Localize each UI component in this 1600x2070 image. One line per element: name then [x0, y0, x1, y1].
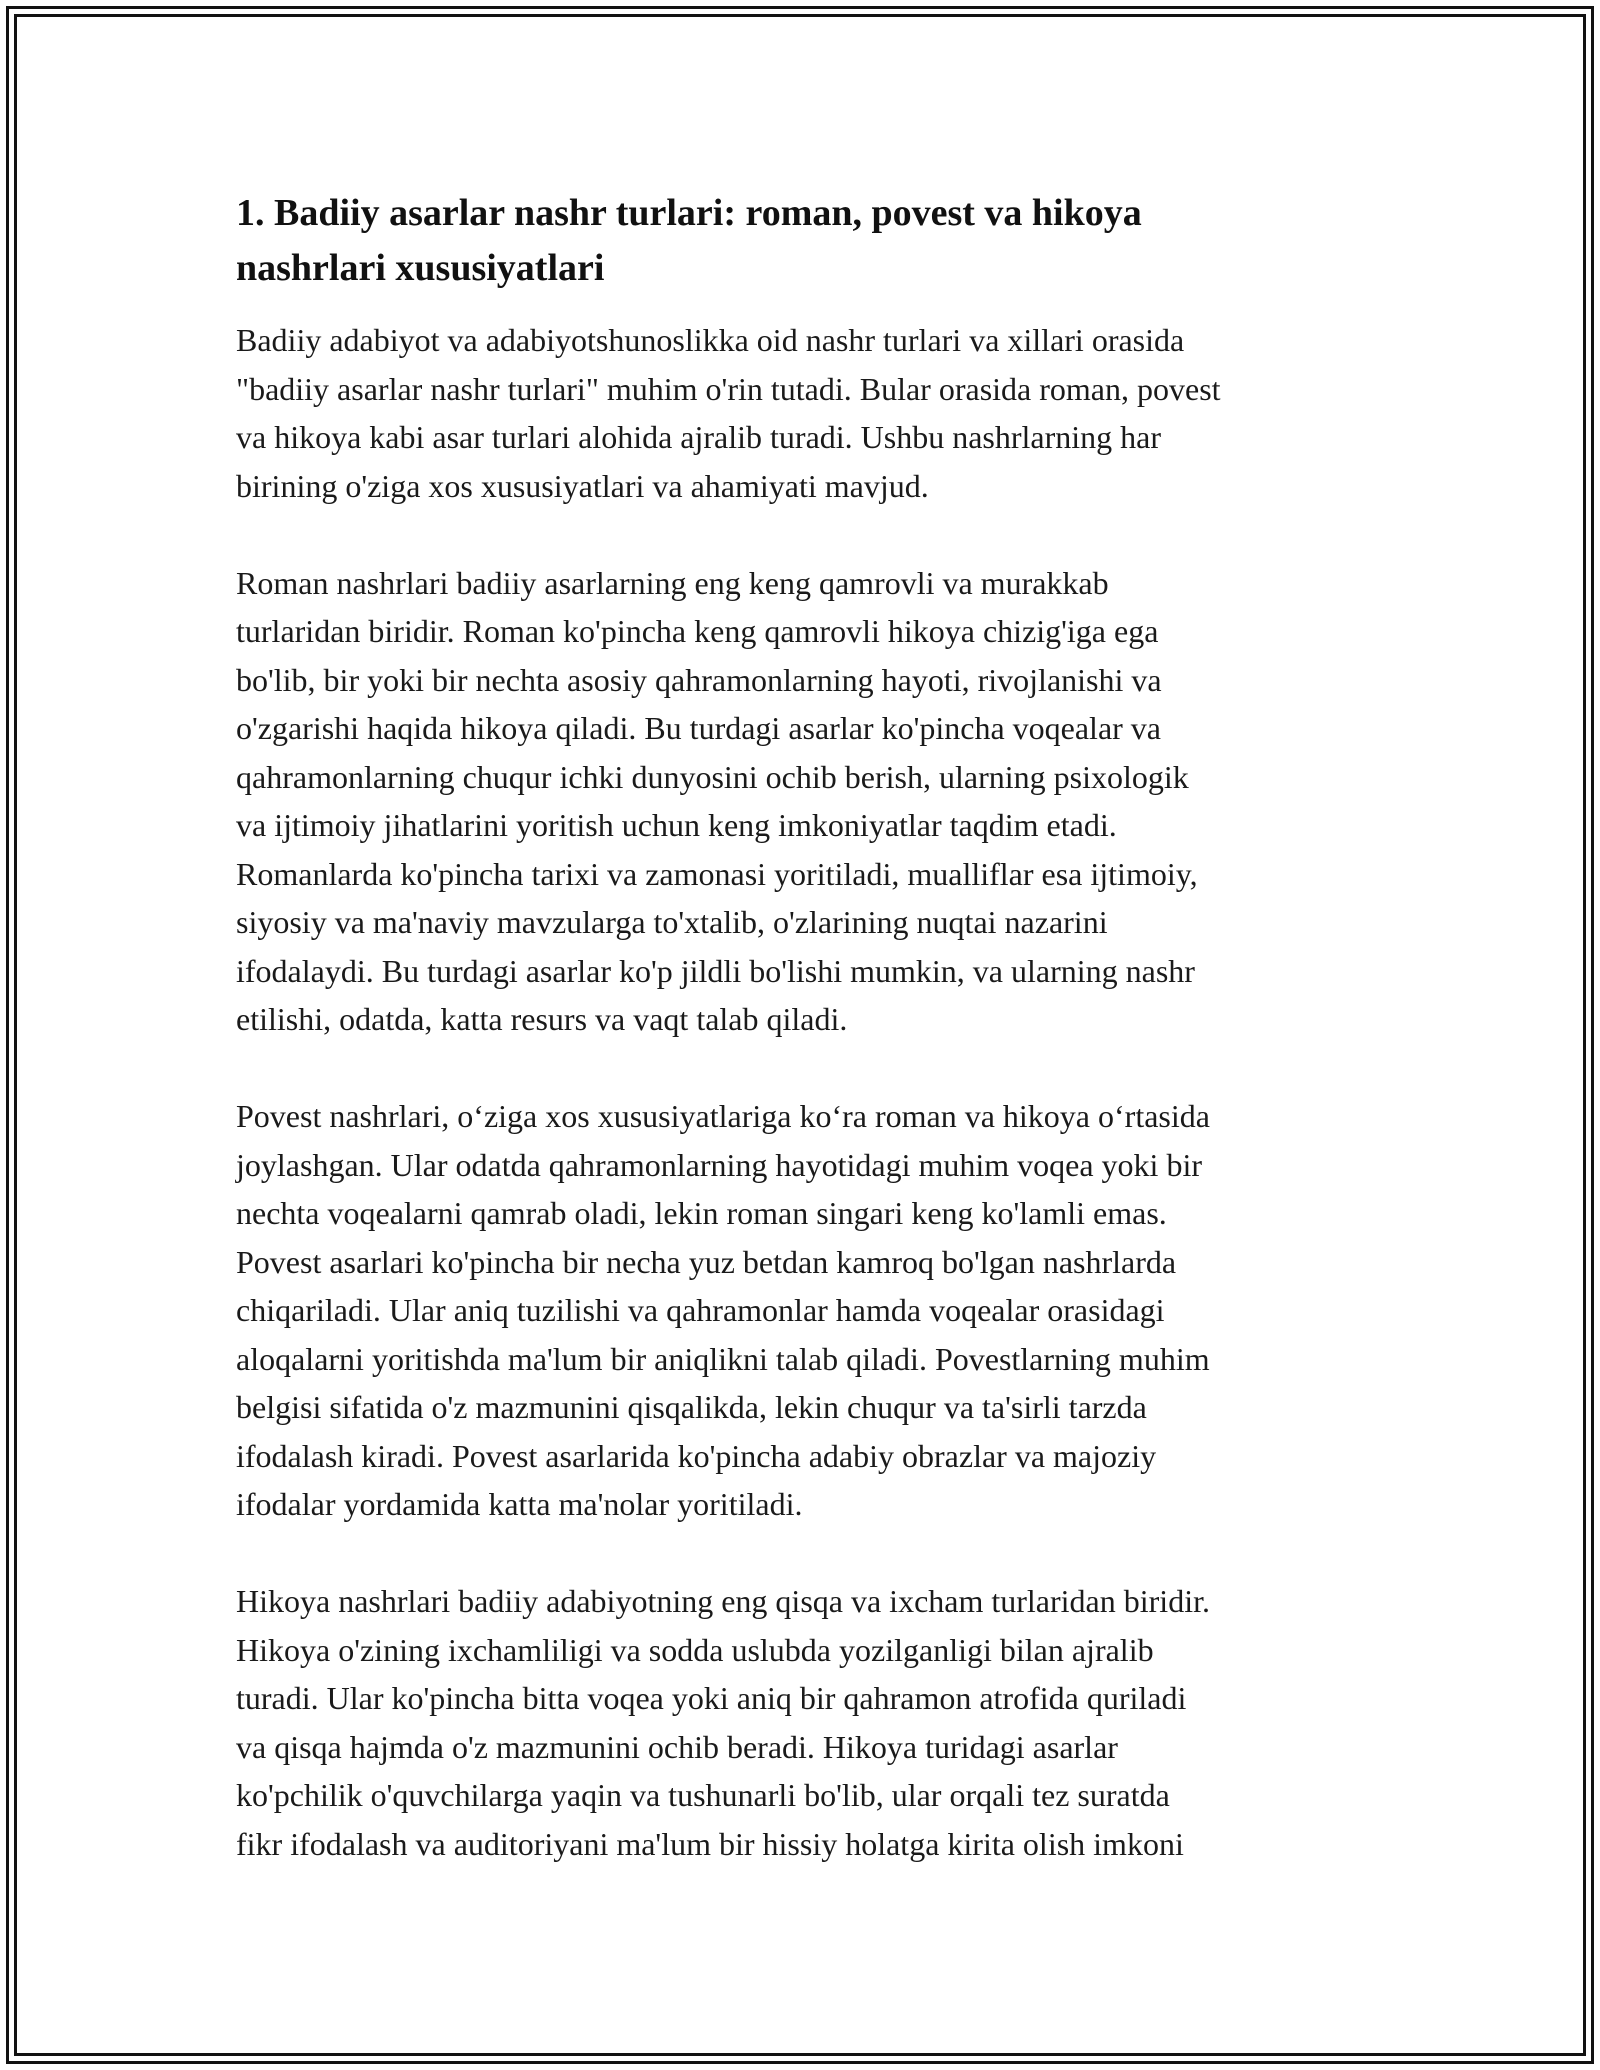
- text-line: va qisqa hajmda o'z mazmunini ochib beradi. Hikoya turidagi asarlar: [236, 1728, 1118, 1765]
- text-line: o'zgarishi haqida hikoya qiladi. Bu turdagi asarlar ko'pincha voqealar va: [236, 710, 1161, 746]
- title-line: nashrlari xususiyatlari: [236, 247, 605, 289]
- text-line: Hikoya o'zining ixchamliligi va sodda uslubda yozilganligi bilan ajralib: [236, 1631, 1154, 1668]
- text-line: qahramonlarning chuqur ichki dunyosini ochib berish, ularning psixologik: [236, 758, 1189, 795]
- text-line: belgisi sifatida o'z mazmunini qisqalikda, lekin chuqur va ta'sirli tarzda: [236, 1389, 1147, 1425]
- paragraph-intro: [236, 316, 1376, 510]
- text-line: ko'pchilik o'quvchilarga yaqin va tushunarli bo'lib, ular orqali tez suratda: [236, 1777, 1170, 1813]
- text-line: etilishi, odatda, katta resurs va vaqt talab qiladi.: [236, 1001, 848, 1037]
- text-line: ifodalash kiradi. Povest asarlarida ko'pincha adabiy obrazlar va majoziy: [236, 1437, 1157, 1474]
- title-line: 1. Badiiy asarlar nashr turlari: roman, povest va hikoya: [236, 192, 1142, 234]
- paragraph-hikoya: [236, 1577, 1376, 1868]
- paragraph-roman: [236, 559, 1376, 1044]
- section-title: [236, 186, 1376, 296]
- document-body: [236, 186, 1376, 1917]
- text-line: Hikoya nashrlari badiiy adabiyotning eng qisqa va ixcham turlaridan biridir.: [236, 1583, 1210, 1619]
- text-line: siyosiy va ma'naviy mavzularga to'xtalib, o'zlarining nuqtai nazarini: [236, 904, 1108, 940]
- text-line: aloqalarni yoritishda ma'lum bir aniqlikni talab qiladi. Povestlarning muhim: [236, 1340, 1210, 1377]
- text-line: ifodalar yordamida katta ma'nolar yoritiladi.: [236, 1486, 803, 1522]
- text-line: turadi. Ular ko'pincha bitta voqea yoki aniq bir qahramon atrofida quriladi: [236, 1680, 1187, 1716]
- text-line: Roman nashrlari badiiy asarlarning eng keng qamrovli va murakkab: [236, 564, 1109, 601]
- text-line: Povest nashrlari, o‘ziga xos xususiyatlariga ko‘ra roman va hikoya o‘rtasida: [236, 1098, 1210, 1134]
- text-line: joylashgan. Ular odatda qahramonlarning hayotidagi muhim voqea yoki bir: [236, 1146, 1202, 1183]
- text-line: ifodalaydi. Bu turdagi asarlar ko'p jildli bo'lishi mumkin, va ularning nashr: [236, 952, 1195, 989]
- text-line: Badiiy adabiyot va adabiyotshunoslikka oid nashr turlari va xillari orasida: [236, 322, 1185, 358]
- text-line: bo'lib, bir yoki bir nechta asosiy qahramonlarning hayoti, rivojlanishi va: [236, 661, 1162, 698]
- text-line: Romanlarda ko'pincha tarixi va zamonasi yoritiladi, mualliflar esa ijtimoiy,: [236, 855, 1198, 892]
- text-line: va hikoya kabi asar turlari alohida ajralib turadi. Ushbu nashrlarning har: [236, 419, 1162, 455]
- text-line: chiqariladi. Ular aniq tuzilishi va qahramonlar hamda voqealar orasidagi: [236, 1292, 1165, 1328]
- paragraph-povest: [236, 1092, 1376, 1529]
- text-line: "badiiy asarlar nashr turlari" muhim o'rin tutadi. Bular orasida roman, povest: [236, 370, 1221, 407]
- text-line: nechta voqealarni qamrab oladi, lekin roman singari keng ko'lamli emas.: [236, 1195, 1167, 1231]
- text-line: Povest asarlari ko'pincha bir necha yuz betdan kamroq bo'lgan nashrlarda: [236, 1243, 1177, 1280]
- text-line: birining o'ziga xos xususiyatlari va ahamiyati mavjud.: [236, 467, 929, 504]
- text-line: turlaridan biridir. Roman ko'pincha keng qamrovli hikoya chizig'iga ega: [236, 613, 1159, 649]
- text-line: va ijtimoiy jihatlarini yoritish uchun keng imkoniyatlar taqdim etadi.: [236, 807, 1117, 843]
- text-line: fikr ifodalash va auditoriyani ma'lum bir hissiy holatga kirita olish imkoni: [236, 1825, 1184, 1862]
